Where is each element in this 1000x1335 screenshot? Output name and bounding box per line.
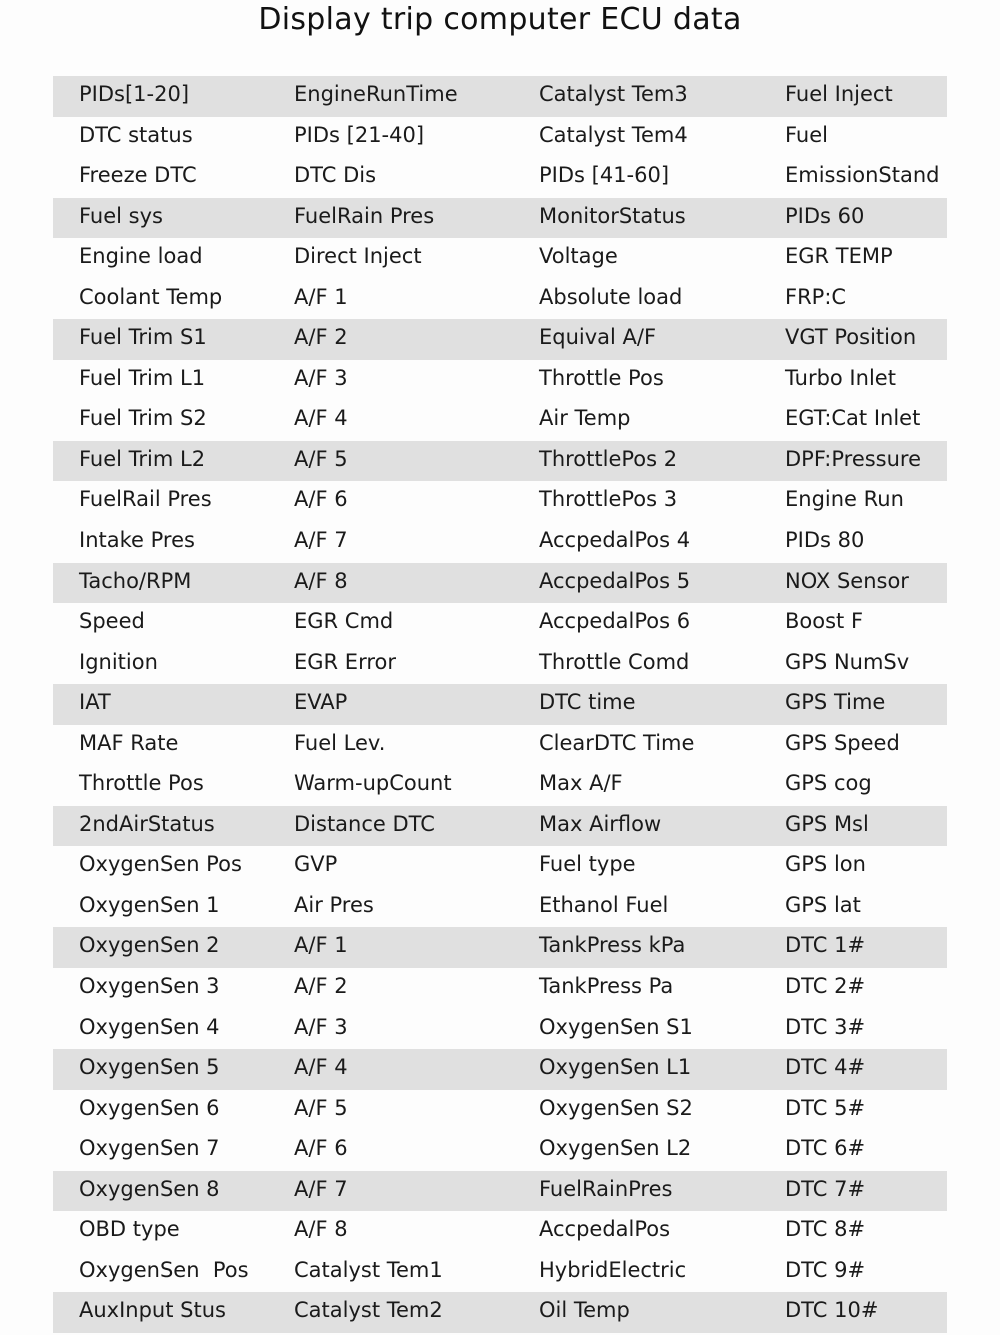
table-cell: Fuel type xyxy=(539,852,636,877)
table-cell: GPS cog xyxy=(785,771,872,796)
table-row xyxy=(53,887,947,928)
table-row xyxy=(53,927,947,968)
table-cell: OxygenSen 4 xyxy=(79,1014,220,1039)
table-cell: Throttle Pos xyxy=(539,365,664,390)
table-row xyxy=(53,644,947,685)
table-cell: VGT Position xyxy=(785,325,917,350)
table-cell: FRP:C xyxy=(785,284,847,309)
table-cell: DTC status xyxy=(79,122,193,147)
table-cell: OxygenSen 5 xyxy=(79,1055,220,1080)
table-cell: A/F 6 xyxy=(294,1136,348,1161)
table-cell: Fuel sys xyxy=(79,203,163,228)
table-row xyxy=(53,319,947,360)
table-cell: A/F 8 xyxy=(294,1217,348,1242)
table-cell: EGR Error xyxy=(294,649,396,674)
table-cell: A/F 6 xyxy=(294,487,348,512)
table-cell: Catalyst Tem1 xyxy=(294,1257,443,1282)
table-cell: GPS Msl xyxy=(785,811,869,836)
table-row xyxy=(53,1090,947,1131)
table-cell: GPS Speed xyxy=(785,730,900,755)
table-row xyxy=(53,765,947,806)
table-cell: Catalyst Tem2 xyxy=(294,1298,443,1323)
table-cell: Engine Run xyxy=(785,487,904,512)
table-cell: PIDs[1-20] xyxy=(79,82,190,106)
table-cell: DTC 2# xyxy=(785,974,866,999)
table-cell: EngineRunTime xyxy=(294,82,458,106)
table-cell: Fuel Inject xyxy=(785,82,893,106)
table-cell: OxygenSen Pos xyxy=(79,1257,249,1282)
table-cell: Fuel Trim S2 xyxy=(79,406,207,431)
table-cell: AccpedalPos 5 xyxy=(539,568,691,593)
table-cell: Max Airflow xyxy=(539,811,662,836)
table-cell: TankPress kPa xyxy=(539,933,686,958)
table-cell: GPS lat xyxy=(785,892,861,917)
table-cell: DTC 8# xyxy=(785,1217,866,1242)
table-cell: OxygenSen S2 xyxy=(539,1095,693,1120)
table-cell: GVP xyxy=(294,852,338,877)
table-cell: Fuel Lev. xyxy=(294,730,386,755)
table-row xyxy=(53,198,947,239)
table-cell: FuelRail Pres xyxy=(79,487,212,512)
table-cell: Air Temp xyxy=(539,406,631,431)
table-row xyxy=(53,1252,947,1293)
table-cell: A/F 5 xyxy=(294,1095,348,1120)
table-cell: Engine load xyxy=(79,244,203,269)
table-cell: A/F 2 xyxy=(294,325,348,350)
table-cell: Air Pres xyxy=(294,892,374,917)
table-cell: FuelRain Pres xyxy=(294,203,435,228)
table-cell: Direct Inject xyxy=(294,244,422,269)
table-row xyxy=(53,1130,947,1171)
table-cell: A/F 5 xyxy=(294,446,348,471)
table-cell: MAF Rate xyxy=(79,730,179,755)
table-cell: Voltage xyxy=(539,244,618,269)
table-cell: OxygenSen S1 xyxy=(539,1014,693,1039)
table-cell: Fuel Trim L2 xyxy=(79,446,206,471)
table-cell: PIDs 60 xyxy=(785,203,865,228)
table-cell: EVAP xyxy=(294,690,348,715)
table-cell: ThrottlePos 3 xyxy=(539,487,678,512)
table-cell: Speed xyxy=(79,609,145,634)
table-cell: Fuel Trim L1 xyxy=(79,365,206,390)
table-cell: HybridElectric xyxy=(539,1257,687,1282)
table-row xyxy=(53,563,947,604)
table-cell: EGT:Cat Inlet xyxy=(785,406,921,431)
table-cell: Fuel Trim S1 xyxy=(79,325,207,350)
table-cell: AuxInput Stus xyxy=(79,1298,226,1323)
table-cell: A/F 4 xyxy=(294,406,348,431)
table-cell: EGR TEMP xyxy=(785,244,893,269)
table-row xyxy=(53,360,947,401)
table-cell: AccpedalPos xyxy=(539,1217,671,1242)
table-cell: DTC 6# xyxy=(785,1136,866,1161)
table-cell: DTC 5# xyxy=(785,1095,866,1120)
table-row xyxy=(53,1171,947,1212)
table-cell: Intake Pres xyxy=(79,528,195,553)
table-row xyxy=(53,157,947,198)
table-cell: PIDs 80 xyxy=(785,528,865,553)
table-cell: DTC 1# xyxy=(785,933,866,958)
table-cell: DTC Dis xyxy=(294,163,377,188)
table-row xyxy=(53,725,947,766)
table-cell: DTC 4# xyxy=(785,1055,866,1080)
table-cell: Catalyst Tem3 xyxy=(539,82,688,106)
table-cell: A/F 7 xyxy=(294,528,348,553)
table-cell: A/F 2 xyxy=(294,974,348,999)
table-cell: Ethanol Fuel xyxy=(539,892,669,917)
table-cell: EGR Cmd xyxy=(294,609,394,634)
table-cell: OxygenSen 1 xyxy=(79,892,220,917)
table-cell: DTC 3# xyxy=(785,1014,866,1039)
table-cell: MonitorStatus xyxy=(539,203,686,228)
table-cell: A/F 3 xyxy=(294,1014,348,1039)
table-cell: OxygenSen 6 xyxy=(79,1095,220,1120)
table-cell: OxygenSen 7 xyxy=(79,1136,220,1161)
table-cell: FuelRainPres xyxy=(539,1176,673,1201)
table-cell: NOX Sensor xyxy=(785,568,909,593)
table-cell: A/F 4 xyxy=(294,1055,348,1080)
table-cell: GPS lon xyxy=(785,852,866,877)
table-row xyxy=(53,76,947,117)
table-row xyxy=(53,968,947,1009)
table-cell: Boost F xyxy=(785,609,864,634)
table-cell: EmissionStand xyxy=(785,163,940,188)
table-cell: 2ndAirStatus xyxy=(79,811,215,836)
table-cell: A/F 7 xyxy=(294,1176,348,1201)
page-title: Display trip computer ECU data xyxy=(258,2,742,37)
table-cell: ThrottlePos 2 xyxy=(539,446,678,471)
table-cell: A/F 1 xyxy=(294,284,348,309)
table-cell: Oil Temp xyxy=(539,1298,630,1323)
table-cell: A/F 3 xyxy=(294,365,348,390)
table-row xyxy=(53,603,947,644)
table-cell: Freeze DTC xyxy=(79,163,197,188)
table-cell: A/F 8 xyxy=(294,568,348,593)
table-cell: OxygenSen L2 xyxy=(539,1136,692,1161)
table-cell: Max A/F xyxy=(539,771,623,796)
table-row xyxy=(53,1211,947,1252)
table-cell: Ignition xyxy=(79,649,158,674)
table-cell: GPS Time xyxy=(785,690,886,715)
table-cell: OxygenSen Pos xyxy=(79,852,242,877)
table-cell: DTC time xyxy=(539,690,636,715)
table-cell: DTC 9# xyxy=(785,1257,866,1282)
table-row xyxy=(53,1009,947,1050)
table-cell: IAT xyxy=(79,690,111,715)
table-cell: OxygenSen 2 xyxy=(79,933,220,958)
table-cell: OxygenSen 8 xyxy=(79,1176,220,1201)
table-cell: Throttle Comd xyxy=(539,649,690,674)
table-cell: OxygenSen 3 xyxy=(79,974,220,999)
table-row xyxy=(53,522,947,563)
table-row xyxy=(53,441,947,482)
table-cell: Distance DTC xyxy=(294,811,435,836)
table-row xyxy=(53,1292,947,1333)
table-row xyxy=(53,238,947,279)
table-cell: DTC 10# xyxy=(785,1298,879,1323)
table-cell: AccpedalPos 4 xyxy=(539,528,691,553)
table-cell: Equival A/F xyxy=(539,325,657,350)
table-cell: TankPress Pa xyxy=(539,974,674,999)
table-cell: ClearDTC Time xyxy=(539,730,695,755)
ecu-data-table xyxy=(53,76,947,1333)
table-cell: Tacho/RPM xyxy=(79,568,192,593)
table-cell: Coolant Temp xyxy=(79,284,223,309)
table-cell: DTC 7# xyxy=(785,1176,866,1201)
table-cell: Absolute load xyxy=(539,284,683,309)
table-row xyxy=(53,806,947,847)
table-cell: PIDs [41-60] xyxy=(539,163,670,188)
table-row xyxy=(53,1049,947,1090)
table-cell: GPS NumSv xyxy=(785,649,910,674)
table-row xyxy=(53,279,947,320)
table-cell: Warm-upCount xyxy=(294,771,452,796)
table-row xyxy=(53,846,947,887)
table-row xyxy=(53,481,947,522)
table-cell: OBD type xyxy=(79,1217,180,1242)
table-cell: Fuel xyxy=(785,122,828,147)
table-row xyxy=(53,400,947,441)
table-cell: AccpedalPos 6 xyxy=(539,609,691,634)
table-cell: Throttle Pos xyxy=(79,771,204,796)
table-cell: A/F 1 xyxy=(294,933,348,958)
table-cell: DPF:Pressure xyxy=(785,446,922,471)
table-cell: Turbo Inlet xyxy=(785,365,896,390)
table-cell: Catalyst Tem4 xyxy=(539,122,688,147)
table-row xyxy=(53,684,947,725)
table-row xyxy=(53,117,947,158)
table-cell: OxygenSen L1 xyxy=(539,1055,692,1080)
table-cell: PIDs [21-40] xyxy=(294,122,425,147)
